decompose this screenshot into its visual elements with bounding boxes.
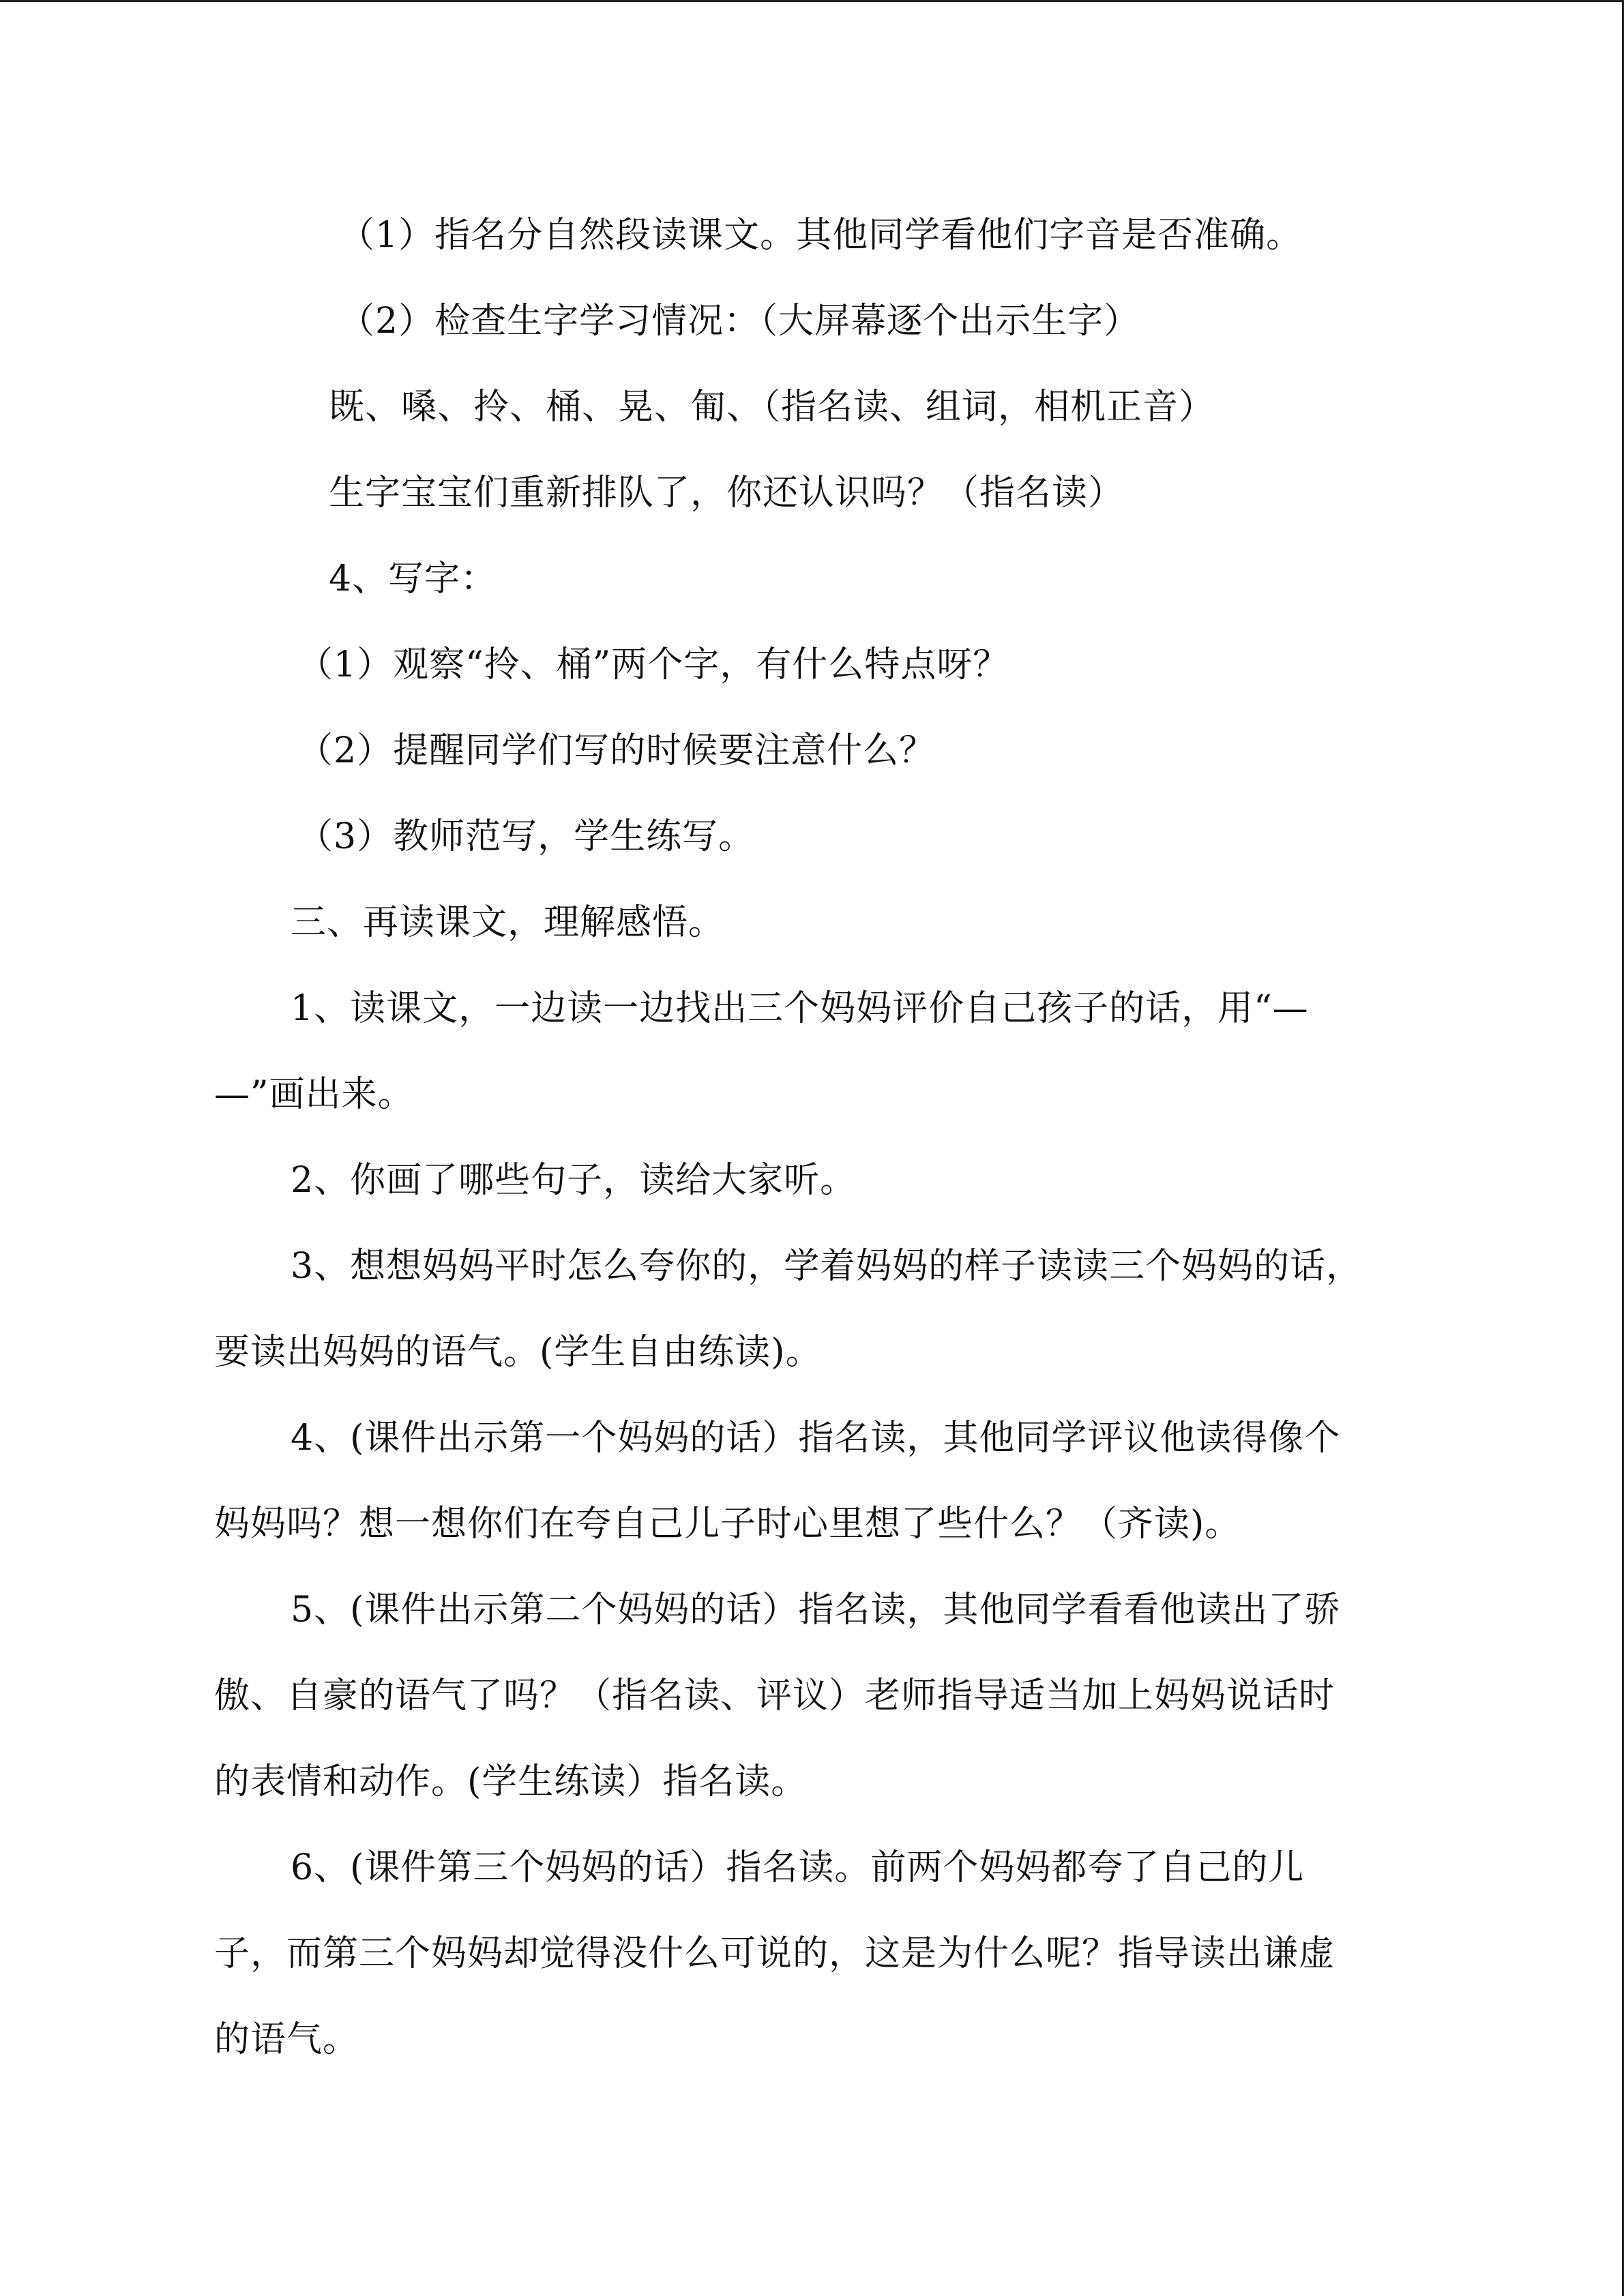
text-line: 要读出妈妈的语气。(学生自由练读)。 (214, 1332, 822, 1373)
text-line: 6、(课件第三个妈妈的话）指名读。前两个妈妈都夸了自己的儿 (291, 1847, 1305, 1888)
text-line: 1、读课文，一边读一边找出三个妈妈评价自己孩子的话，用“— (291, 988, 1309, 1029)
text-line: 5、(课件出示第二个妈妈的话）指名读，其他同学看看他读出了骄 (291, 1590, 1341, 1630)
text-line: （2）提醒同学们写的时候要注意什么？ (297, 730, 936, 771)
text-line: （1）指名分自然段读课文。其他同学看他们字音是否准确。 (339, 215, 1303, 256)
text-line: 4、(课件出示第一个妈妈的话）指名读，其他同学评议他读得像个 (291, 1418, 1341, 1459)
text-line: 3、想想妈妈平时怎么夸你的，学着妈妈的样子读读三个妈妈的话， (291, 1246, 1363, 1287)
text-line: 妈妈吗？想一想你们在夸自己儿子时心里想了些什么？（齐读)。 (214, 1504, 1241, 1545)
text-line: （3）教师范写，学生练写。 (297, 816, 755, 857)
text-line: 傲、自豪的语气了吗？（指名读、评议）老师指导适当加上妈妈说话时 (214, 1675, 1335, 1716)
text-line: （2）检查生字学习情况：（大屏幕逐个出示生字） (339, 301, 1140, 342)
text-line: —”画出来。 (214, 1074, 414, 1115)
text-line: 子，而第三个妈妈却觉得没什么可说的，这是为什么呢？指导读出谦虚 (214, 1933, 1335, 1974)
text-line: 的表情和动作。(学生练读）指名读。 (214, 1761, 808, 1802)
text-line: 4、写字： (329, 558, 497, 599)
text-line: 生字宝宝们重新排队了，你还认识吗？（指名读） (329, 473, 1125, 513)
text-line: 的语气。 (214, 2019, 359, 2060)
text-line: （1）观察“拎、桶”两个字，有什么特点呀？ (297, 644, 1009, 685)
section-heading: 三、再读课文，理解感悟。 (291, 902, 725, 943)
text-line: 2、你画了哪些句子，读给大家听。 (291, 1160, 857, 1201)
text-line: 既、嗓、拎、桶、晃、匍、（指名读、组词，相机正音） (329, 387, 1215, 428)
